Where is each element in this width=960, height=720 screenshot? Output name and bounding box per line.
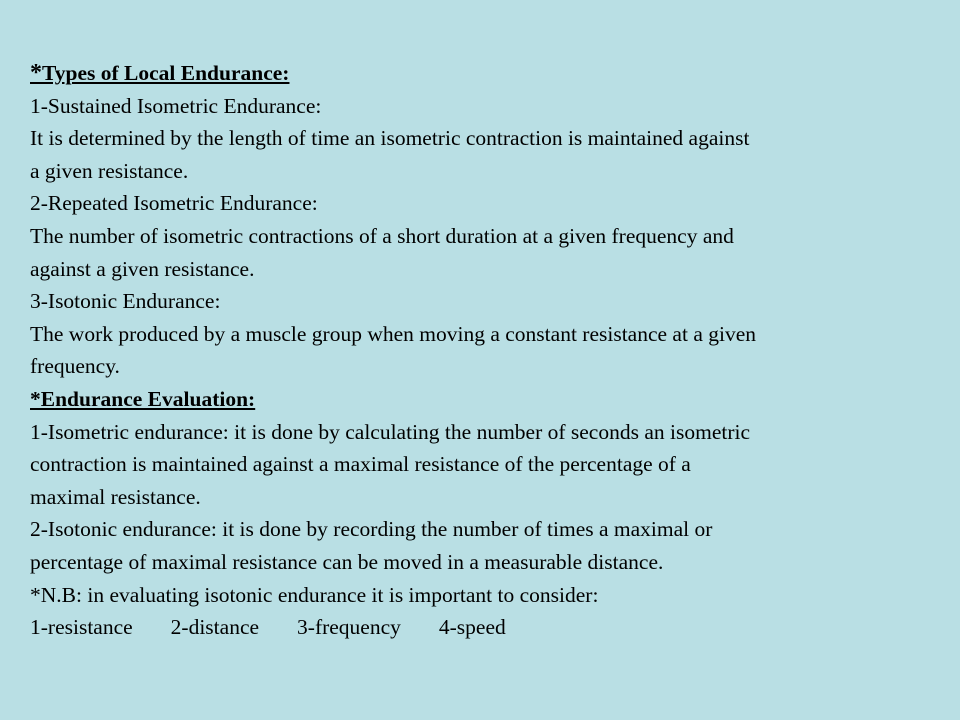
factor-list: [30, 611, 940, 644]
note-line: *N.B: in evaluating isotonic endurance it is important to consider:: [30, 582, 599, 607]
section-heading-evaluation: *Endurance Evaluation:: [30, 386, 256, 411]
subheading-isotonic: 3-Isotonic Endurance:: [30, 289, 221, 314]
factor-item: 2-distance: [170, 615, 260, 640]
factor-item: 1-resistance: [30, 615, 133, 640]
body-line: a given resistance.: [30, 158, 189, 183]
body-line: contraction is maintained against a maximal resistance of the percentage of a: [30, 452, 691, 477]
body-line: It is determined by the length of time an isometric contraction is maintained against: [30, 126, 750, 151]
heading-asterisk: *: [30, 60, 42, 86]
factor-item: 3-frequency: [297, 615, 401, 640]
body-line: The work produced by a muscle group when moving a constant resistance at a given: [30, 321, 757, 346]
subheading-repeated: 2-Repeated Isometric Endurance:: [30, 191, 318, 216]
section-heading-types: [30, 57, 940, 90]
heading-text: Types of Local Endurance:: [42, 61, 290, 85]
body-line: 1-Isometric endurance: it is done by calculating the number of seconds an isometric: [30, 419, 751, 444]
factor-item: 4-speed: [438, 615, 506, 640]
body-line: maximal resistance.: [30, 484, 201, 509]
body-line: percentage of maximal resistance can be moved in a measurable distance.: [30, 549, 664, 574]
body-line: The number of isometric contractions of a short duration at a given frequency and: [30, 223, 734, 248]
body-line: 2-Isotonic endurance: it is done by recording the number of times a maximal or: [30, 517, 713, 542]
body-line: against a given resistance.: [30, 256, 255, 281]
body-line: frequency.: [30, 354, 120, 379]
subheading-sustained: 1-Sustained Isometric Endurance:: [30, 93, 322, 118]
